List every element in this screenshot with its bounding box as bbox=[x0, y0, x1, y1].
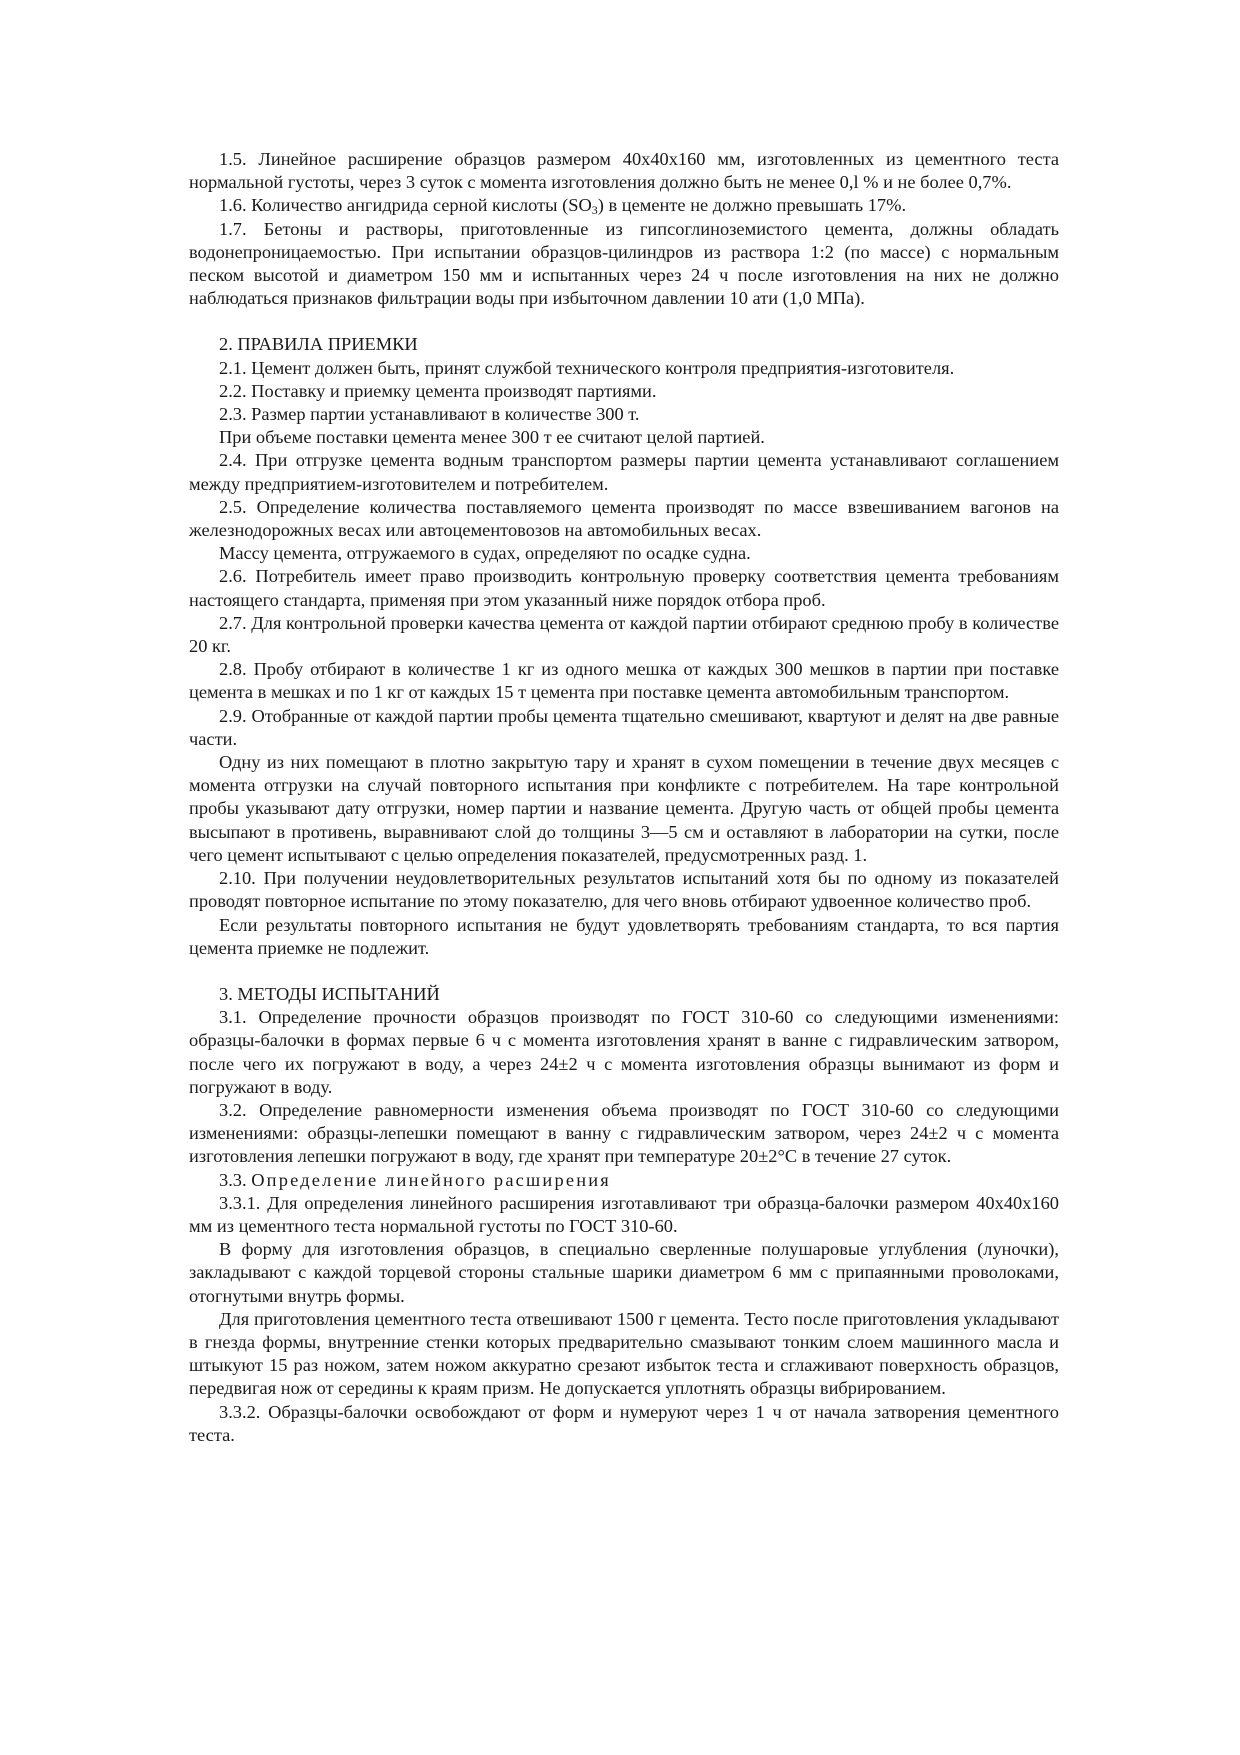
paragraph-1-7: 1.7. Бетоны и растворы, приготовленные из гипсоглиноземистого цемента, должны обладать водонепроницаемостью. При испытании образцов-цилиндров из раствора 1:2 (по массе) с нормальным песком высотой и диаметром 150 мм и испытанных через 24 ч после изготовления на них не должно наблюдаться признаков фильтрации воды при избыточном давлении 10 ати (1,0 МПа). bbox=[189, 218, 1059, 309]
paragraph-2-5: 2.5. Определение количества поставляемого цемента производят по массе взвешиванием вагонов на железнодорожных весах или автоцементовозов на автомобильных весах. bbox=[189, 496, 1059, 541]
paragraph-2-3: 2.3. Размер партии устанавливают в количестве 300 т. bbox=[219, 404, 640, 425]
so3-subscript: 3 bbox=[591, 203, 598, 218]
section-3-heading: 3. МЕТОДЫ ИСПЫТАНИЙ bbox=[219, 983, 440, 1004]
paragraph-2-3-note: При объеме поставки цемента менее 300 т ее считают целой партией. bbox=[219, 427, 765, 448]
subsection-3-3-title bbox=[189, 1169, 1059, 1192]
document-page bbox=[189, 148, 1059, 1447]
paragraph-2-10-note: Если результаты повторного испытания не будут удовлетворять требованиям стандарта, то вся партия цемента приемке не подлежит. bbox=[189, 914, 1059, 958]
subsection-3-3-text: Определение линейного расширения bbox=[251, 1169, 611, 1190]
subsection-3-3-number: 3.3. bbox=[219, 1169, 247, 1190]
paragraph-1-6 bbox=[189, 194, 1059, 217]
paragraph-2-1: 2.1. Цемент должен быть, принят службой технического контроля предприятия-изготовителя. bbox=[219, 357, 955, 378]
paragraph-1-6-text-a: 1.6. Количество ангидрида серной кислоты (SO bbox=[219, 195, 592, 216]
paragraph-3-3-1: 3.3.1. Для определения линейного расширения изготавливают три образца-балочки размером 40x40x160 мм из цементного теста нормальной густоты по ГОСТ 310-60. bbox=[189, 1192, 1059, 1236]
paragraph-1-6-text-b: ) в цементе не должно превышать 17%. bbox=[597, 195, 907, 216]
paragraph-3-3-1-paste: Для приготовления цементного теста отвешивают 1500 г цемента. Тесто после приготовления укладывают в гнезда формы, внутренние стенки которых предварительно смазывают тонким слоем машинного масла и штыкуют 15 раз ножом, затем ножом аккуратно срезают избыток теста и сглаживают поверхность образцов, передвигая нож от середины к краям призм. Не допускается уплотнять образцы вибрированием. bbox=[189, 1308, 1059, 1399]
paragraph-2-10: 2.10. При получении неудовлетворительных результатов испытаний хотя бы по одному из показателей проводят повторное испытание по этому показателю, для чего вновь отбирают удвоенное количество проб. bbox=[189, 868, 1059, 912]
paragraph-2-6: 2.6. Потребитель имеет право производить контрольную проверку соответствия цемента требованиям настоящего стандарта, применяя при этом указанный ниже порядок отбора проб. bbox=[189, 566, 1059, 610]
paragraph-1-5: 1.5. Линейное расширение образцов размером 40x40x160 мм, изготовленных из цементного теста нормальной густоты, через 3 суток с момента изготовления должно быть не менее 0,l % и не более 0,7%. bbox=[189, 149, 1059, 193]
paragraph-3-3-1-form: В форму для изготовления образцов, в специально сверленные полушаровые углубления (луночки), закладывают с каждой торцевой стороны стальные шарики диаметром 6 мм с припаянными проволоками, отогнутыми внутрь формы. bbox=[189, 1239, 1059, 1306]
paragraph-2-5-note: Массу цемента, отгружаемого в судах, определяют по осадке судна. bbox=[219, 543, 751, 564]
paragraph-3-1: 3.1. Определение прочности образцов производят по ГОСТ 310-60 со следующими изменениями: образцы-балочки в формах первые 6 ч с момента изготовления хранят в ванне с гидравлическим затвором, после чего их погружают в воду, а через 24±2 ч с момента изготовления образцы вынимают из форм и погружают в воду. bbox=[189, 1007, 1059, 1097]
section-gap bbox=[189, 960, 1059, 983]
paragraph-2-2: 2.2. Поставку и приемку цемента производят партиями. bbox=[219, 380, 657, 401]
paragraph-2-7: 2.7. Для контрольной проверки качества цемента от каждой партии отбирают среднюю пробу в количестве 20 кг. bbox=[189, 612, 1059, 657]
section-2-heading: 2. ПРАВИЛА ПРИЕМКИ bbox=[219, 334, 418, 355]
paragraph-2-9: 2.9. Отобранные от каждой партии пробы цемента тщательно смешивают, квартуют и делят на две равные части. bbox=[189, 705, 1059, 749]
paragraph-3-3-2: 3.3.2. Образцы-балочки освобождают от форм и нумеруют через 1 ч от начала затворения цементного теста. bbox=[189, 1401, 1059, 1445]
paragraph-2-4: 2.4. При отгрузке цемента водным транспортом размеры партии цемента устанавливают соглашением между предприятием-изготовителем и потребителем. bbox=[189, 450, 1059, 494]
paragraph-2-8: 2.8. Пробу отбирают в количестве 1 кг из одного мешка от каждых 300 мешков в партии при поставке цемента в мешках и по 1 кг от каждых 15 т цемента при поставке цемента автомобильным транспортом. bbox=[189, 659, 1059, 703]
paragraph-3-2: 3.2. Определение равномерности изменения объема производят по ГОСТ 310-60 со следующими изменениями: образцы-лепешки помещают в ванну с гидравлическим затвором, через 24±2 ч с момента изготовления лепешки погружают в воду, где хранят при температуре 20±2°С в течение 27 суток. bbox=[189, 1099, 1059, 1167]
section-gap bbox=[189, 310, 1059, 333]
paragraph-2-9-note: Одну из них помещают в плотно закрытую тару и хранят в сухом помещении в течение двух месяцев с момента отгрузки на случай повторного испытания при конфликте с потребителем. На таре контрольной пробы указывают дату отгрузки, номер партии и название цемента. Другую часть от общей пробы цемента высыпают в противень, выравнивают слой до толщины 3—5 см и оставляют в лаборатории на сутки, после чего цемент испытывают с целью определения показателей, предусмотренных разд. 1. bbox=[189, 752, 1059, 865]
